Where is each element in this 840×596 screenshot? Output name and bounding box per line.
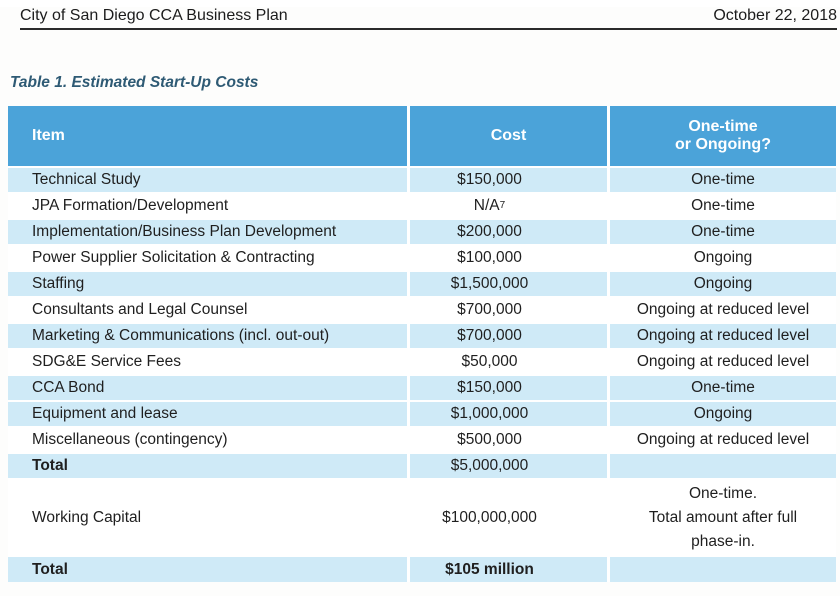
table-row <box>8 348 836 374</box>
item-cell: Miscellaneous (contingency) <box>8 428 410 452</box>
table-row <box>8 270 836 296</box>
table-row <box>8 166 836 192</box>
cost-cell: $1,000,000 <box>410 402 610 426</box>
cost-cell: $150,000 <box>410 168 610 192</box>
cost-cell: $100,000,000 <box>410 480 610 555</box>
table-row <box>8 296 836 322</box>
item-cell: Consultants and Legal Counsel <box>8 298 410 322</box>
cost-cell: $105 million <box>410 557 610 582</box>
timing-cell: Ongoing at reduced level <box>636 431 810 448</box>
table-row-working-capital <box>8 478 836 555</box>
timing-cell <box>610 557 836 582</box>
table-row <box>8 400 836 426</box>
item-cell: Power Supplier Solicitation & Contracting <box>8 246 410 270</box>
timing-cell: One-time <box>691 379 755 396</box>
table-row-grand-total <box>8 555 836 582</box>
column-header-item: Item <box>8 106 410 166</box>
timing-cell: Ongoing at reduced level <box>636 327 810 344</box>
cost-cell: $50,000 <box>410 350 610 374</box>
cost-cell: $5,000,000 <box>410 454 610 478</box>
table-row <box>8 322 836 348</box>
table-row <box>8 218 836 244</box>
cost-cell: N/A 7 <box>410 194 610 218</box>
timing-cell <box>610 454 836 478</box>
cost-cell: $700,000 <box>410 324 610 348</box>
table-header-row <box>8 106 836 166</box>
table-row <box>8 244 836 270</box>
document-date: October 22, 2018 <box>713 7 837 24</box>
table-row-total <box>8 452 836 478</box>
table-row <box>8 426 836 452</box>
timing-cell: Ongoing <box>693 249 753 266</box>
document-page <box>0 7 840 596</box>
timing-cell: One-time <box>691 197 755 214</box>
item-cell: Total <box>8 557 410 582</box>
cost-cell: $200,000 <box>410 220 610 244</box>
timing-cell: Ongoing at reduced level <box>636 353 810 370</box>
item-cell: Total <box>8 454 410 478</box>
timing-cell: Ongoing at reduced level <box>636 301 810 318</box>
startup-costs-table <box>8 106 836 582</box>
item-cell: Working Capital <box>8 480 410 555</box>
table-row <box>8 374 836 400</box>
timing-cell: Ongoing <box>693 275 753 292</box>
column-header-timing: One-time or Ongoing? <box>675 118 771 153</box>
cost-cell: $1,500,000 <box>410 272 610 296</box>
timing-cell: One-time <box>691 171 755 188</box>
item-cell: Implementation/Business Plan Development <box>8 220 410 244</box>
item-cell: Equipment and lease <box>8 402 410 426</box>
item-cell: Technical Study <box>8 168 410 192</box>
document-title: City of San Diego CCA Business Plan <box>20 7 288 24</box>
table-caption: Table 1. Estimated Start-Up Costs <box>10 74 259 91</box>
item-cell: SDG&E Service Fees <box>8 350 410 374</box>
timing-cell: One-time. Total amount after full phase-in. <box>648 484 798 550</box>
column-header-cost: Cost <box>410 106 610 166</box>
item-cell: JPA Formation/Development <box>8 194 410 218</box>
cost-cell: $150,000 <box>410 376 610 400</box>
running-head <box>20 7 837 30</box>
item-cell: Marketing & Communications (incl. out-out) <box>8 324 410 348</box>
table-row <box>8 192 836 218</box>
cost-cell: $100,000 <box>410 246 610 270</box>
cost-cell: $500,000 <box>410 428 610 452</box>
cost-cell: $700,000 <box>410 298 610 322</box>
timing-cell: Ongoing <box>693 405 753 422</box>
item-cell: Staffing <box>8 272 410 296</box>
timing-cell: One-time <box>691 223 755 240</box>
item-cell: CCA Bond <box>8 376 410 400</box>
